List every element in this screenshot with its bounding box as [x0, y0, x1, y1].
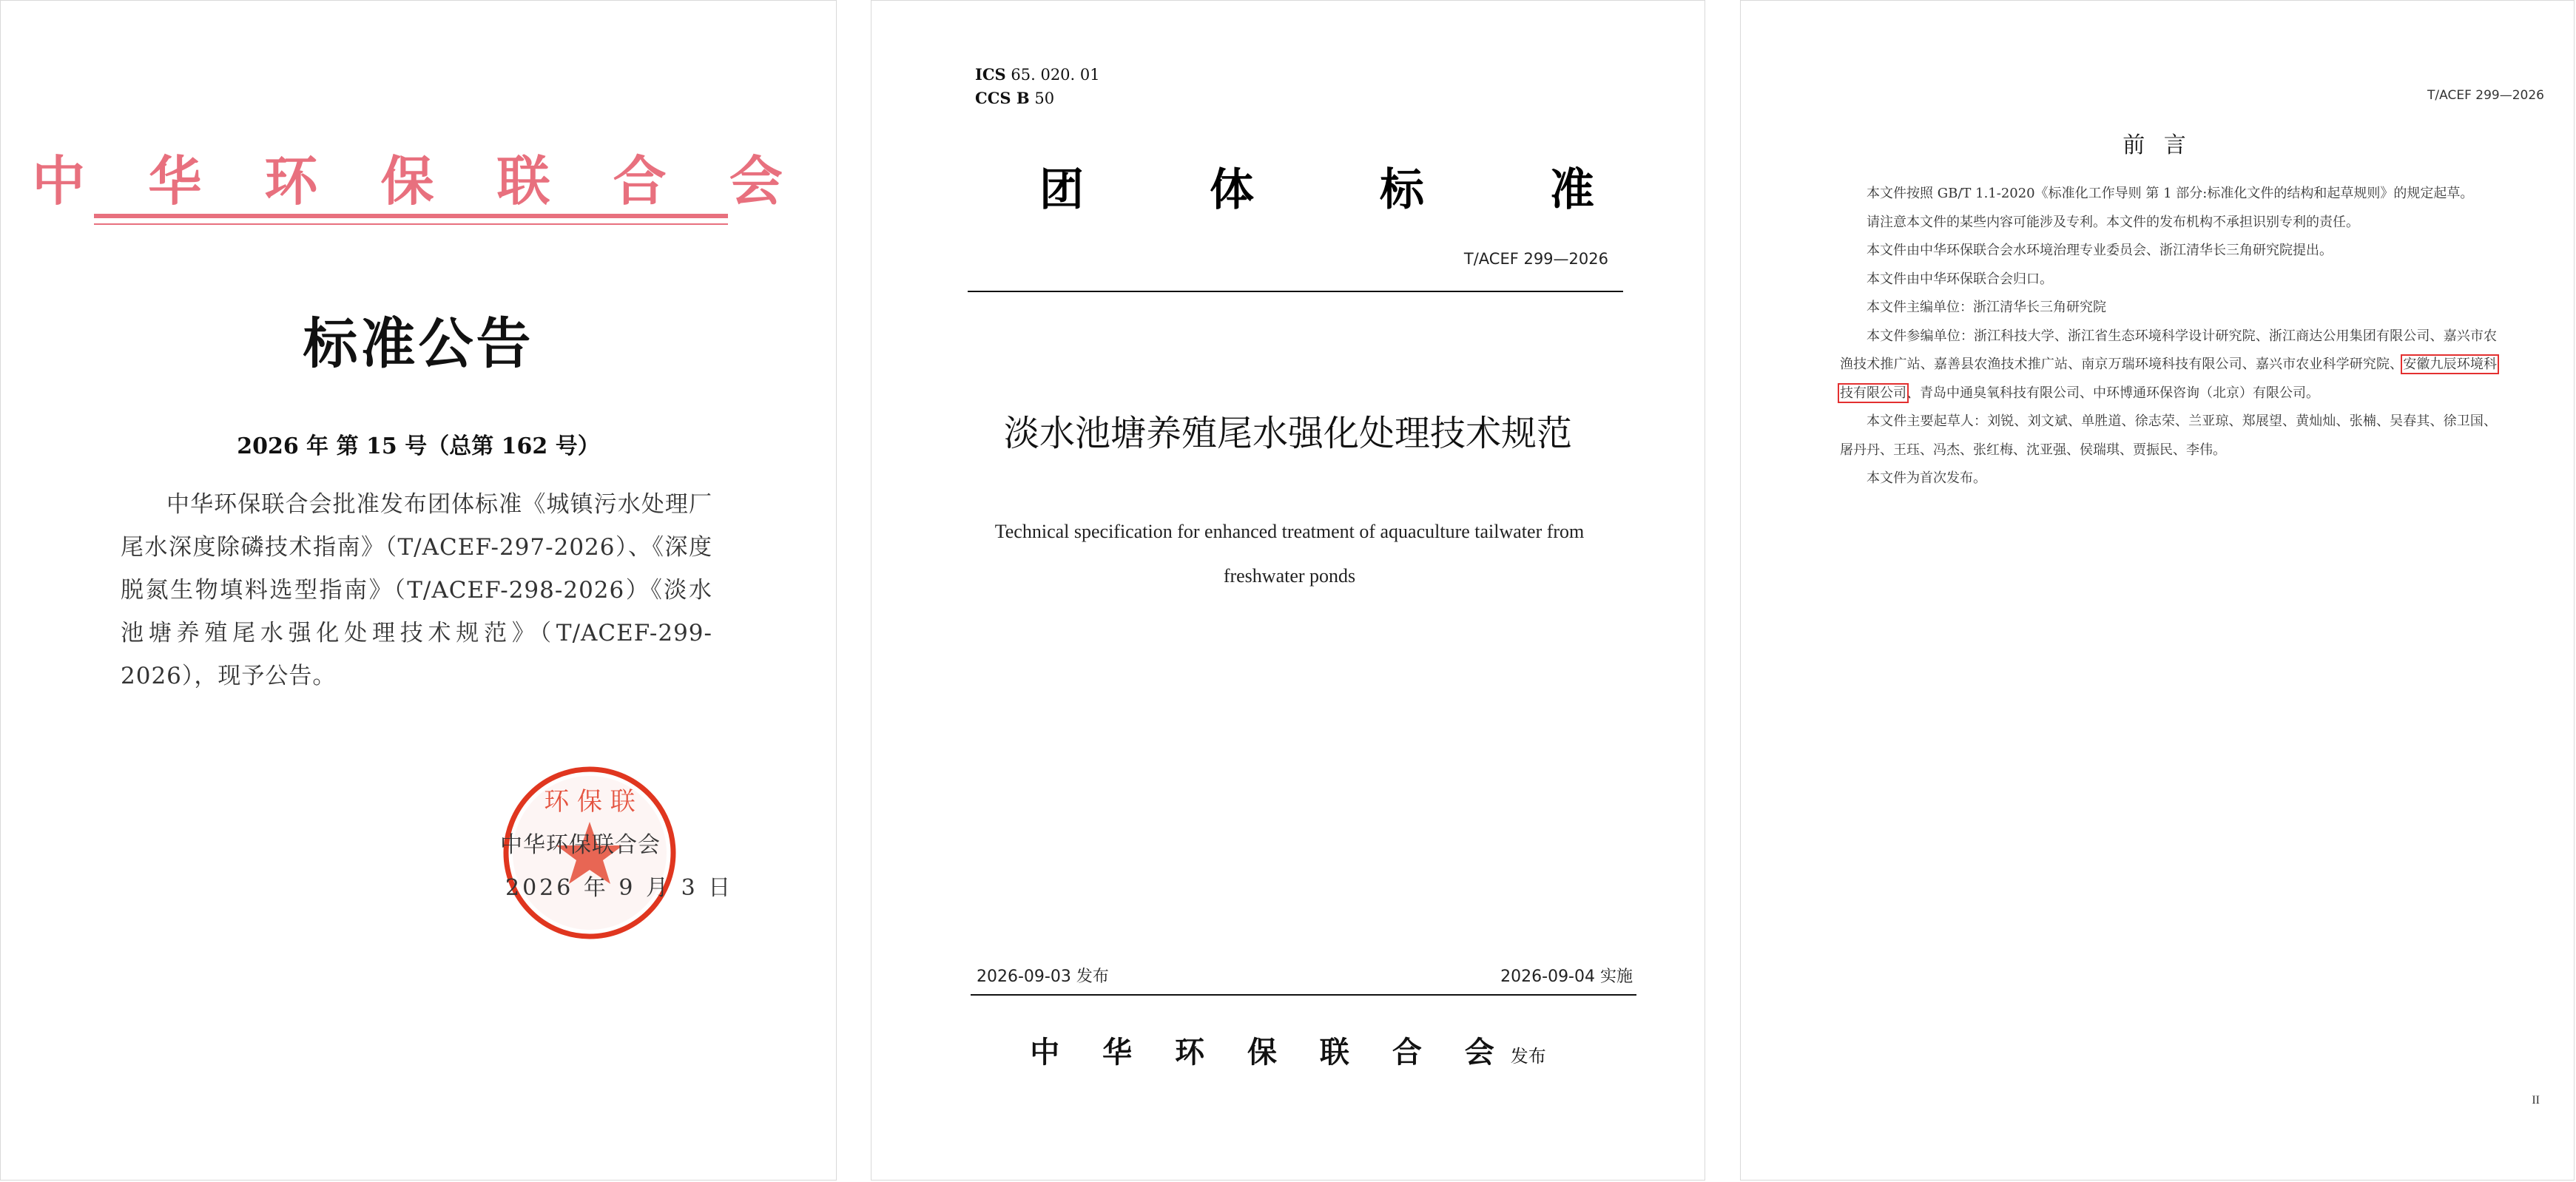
standard-type — [871, 155, 1705, 214]
foreword-paragraph: 本文件主编单位：浙江清华长三角研究院 — [1867, 300, 2106, 315]
classification-codes — [975, 63, 1100, 110]
announcement-title: 标准公告 — [303, 312, 534, 376]
header-rule-thick — [94, 214, 728, 218]
foreword-paragraph: 本文件由中华环保联合会水环境治理专业委员会、浙江清华长三角研究院提出。 — [1867, 243, 2333, 258]
implement-date: 2026-09-04 实施 — [1500, 967, 1633, 986]
signature: 中华环保联合会 — [500, 832, 661, 858]
publisher: 中 华 环 保 联 合 会发布 — [1030, 1035, 1546, 1070]
publish-date: 2026-09-03 发布 — [977, 967, 1109, 986]
publisher-suffix: 发布 — [1510, 1046, 1546, 1067]
ccs-code: CCS B 50 — [975, 89, 1055, 107]
standard-title-en: Technical specification for enhanced treatment of aquaculture tailwater from freshwater ponds — [994, 521, 1585, 587]
foreword-paragraph: 请注意本文件的某些内容可能涉及专利。本文件的发布机构不承担识别专利的责任。 — [1867, 214, 2359, 230]
page-number: II — [2532, 1094, 2540, 1107]
standard-type-char: 体 — [1210, 164, 1254, 216]
participants-paragraph: 本文件参编单位：浙江科技大学、浙江省生态环境科学设计研究院、浙江商达公用集团有限公司、嘉兴市农渔技术推广站、嘉善县农渔技术推广站、南京万瑞环境科技有限公司、嘉兴市农业科学研究院、安徽九辰环境科技有限公司、青岛中通臭氧科技有限公司、中环博通环保咨询（北京）有限公司。 — [1840, 328, 2497, 401]
drafters-paragraph: 本文件主要起草人：刘锐、刘文斌、单胜道、徐志荣、兰亚琼、郑展望、黄灿灿、张楠、吴春其、徐卫国、屠丹丹、王珏、冯杰、张红梅、沈亚强、侯瑞琪、贾振民、李伟。 — [1840, 413, 2497, 458]
ics-code: ICS 65. 020. 01 — [975, 65, 1100, 84]
highlighted-company: 安徽九辰环境科技有限公司 — [1840, 357, 2497, 401]
announcement-body: 中华环保联合会批准发布团体标准《城镇污水处理厂尾水深度除磷技术指南》（T/ACEF-297-2026）、《深度脱氮生物填料选型指南》（T/ACEF-298-2026）《淡水池塘养殖尾水强化处理技术规范》（T/ACEF-299-2026），现予公告。 — [121, 491, 712, 689]
cover-rule-top — [968, 291, 1623, 292]
cover-rule-bottom — [971, 994, 1636, 996]
issue-number: 2026 年 第 15 号（总第 162 号） — [237, 433, 600, 459]
running-header-code: T/ACEF 299—2026 — [2427, 88, 2544, 103]
foreword-paragraph: 本文件按照 GB/T 1.1-2020《标准化工作导则 第 1 部分:标准化文件的结构和起草规则》的规定起草。 — [1867, 186, 2474, 201]
standard-type-char: 团 — [1039, 164, 1084, 216]
announcement-date: 2026 年 9 月 3 日 — [505, 875, 734, 901]
standard-code: T/ACEF 299—2026 — [1463, 250, 1608, 268]
foreword-page — [1740, 0, 2575, 1181]
standard-title-cn: 淡水池塘养殖尾水强化处理技术规范 — [1003, 413, 1572, 454]
standard-cover-page — [871, 0, 1705, 1181]
foreword-paragraph: 本文件由中华环保联合会归口。 — [1867, 271, 2053, 287]
foreword-body — [1840, 180, 2497, 493]
seal-text: 环 保 联 — [544, 787, 635, 817]
first-release-note: 本文件为首次发布。 — [1867, 470, 1986, 486]
header-rule-thin — [94, 223, 728, 225]
standard-type-char: 准 — [1550, 164, 1594, 216]
announcement-page — [0, 0, 837, 1181]
standard-type-char: 标 — [1380, 164, 1424, 216]
org-header: 中 华 环 保 联 合 会 — [32, 149, 805, 212]
foreword-heading: 前 言 — [2122, 132, 2192, 158]
